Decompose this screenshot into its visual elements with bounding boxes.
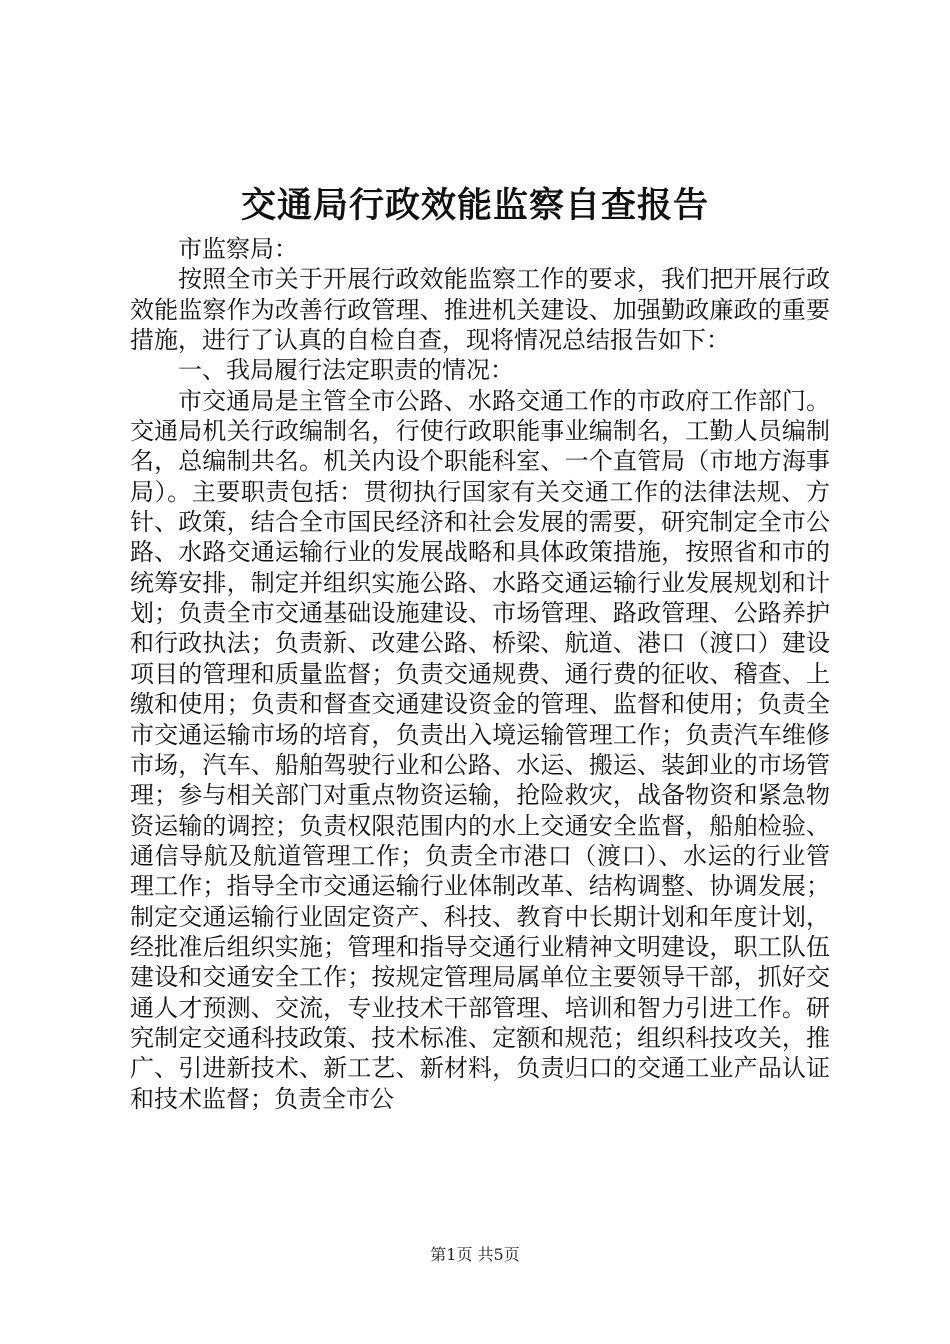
- document-title: 交通局行政效能监察自查报告: [240, 185, 709, 226]
- paragraph-intro: 按照全市关于开展行政效能监察工作的要求，我们把开展行政效能监察作为改善行政管理、推进机关建设、加强勤政廉政的重要措施，进行了认真的自检自查，现将情况总结报告如下：: [130, 265, 830, 355]
- page-footer: 第1页 共5页: [430, 1245, 520, 1264]
- salutation: 市监察局：: [178, 235, 298, 263]
- document-body: [130, 234, 830, 1114]
- paragraph-duties: 市交通局是主管全市公路、水路交通工作的市政府工作部门。交通局机关行政编制名，行使行政职能事业编制名，工勤人员编制名，总编制共名。机关内设个职能科室、一个直管局（市地方海事局）。主要职责包括：贯彻执行国家有关交通工作的法律法规、方针、政策，结合全市国民经济和社会发展的需要，研究制定全市公路、水路交通运输行业的发展战略和具体政策措施，按照省和市的统筹安排，制定并组织实施公路、水路交通运输行业发展规划和计划；负责全市交通基础设施建设、市场管理、路政管理、公路养护和行政执法；负责新、改建公路、桥梁、航道、港口（渡口）建设项目的管理和质量监督；负责交通规费、通行费的征收、稽查、上缴和使用；负责和督查交通建设资金的管理、监督和使用；负责全市交通运输市场的培育，负责出入境运输管理工作；负责汽车维修市场，汽车、船舶驾驶行业和公路、水运、搬运、装卸业的市场管理；参与相关部门对重点物资运输，抢险救灾，战备物资和紧急物资运输的调控；负责权限范围内的水上交通安全监督，船舶检验、通信导航及航道管理工作；负责全市港口（渡口）、水运的行业管理工作；指导全市交通运输行业体制改革、结构调整、协调发展；制定交通运输行业固定资产、科技、教育中长期计划和年度计划，经批准后组织实施；管理和指导交通行业精神文明建设，职工队伍建设和交通安全工作；按规定管理局属单位主要领导干部，抓好交通人才预测、交流，专业技术干部管理、培训和智力引进工作。研究制定交通科技政策、技术标准、定额和规范；组织科技攻关，推广、引进新技术、新工艺、新材料，负责归口的交通工业产品认证和技术监督；负责全市公: [130, 386, 830, 1113]
- section-heading-duties: 一、我局履行法定职责的情况：: [178, 356, 514, 385]
